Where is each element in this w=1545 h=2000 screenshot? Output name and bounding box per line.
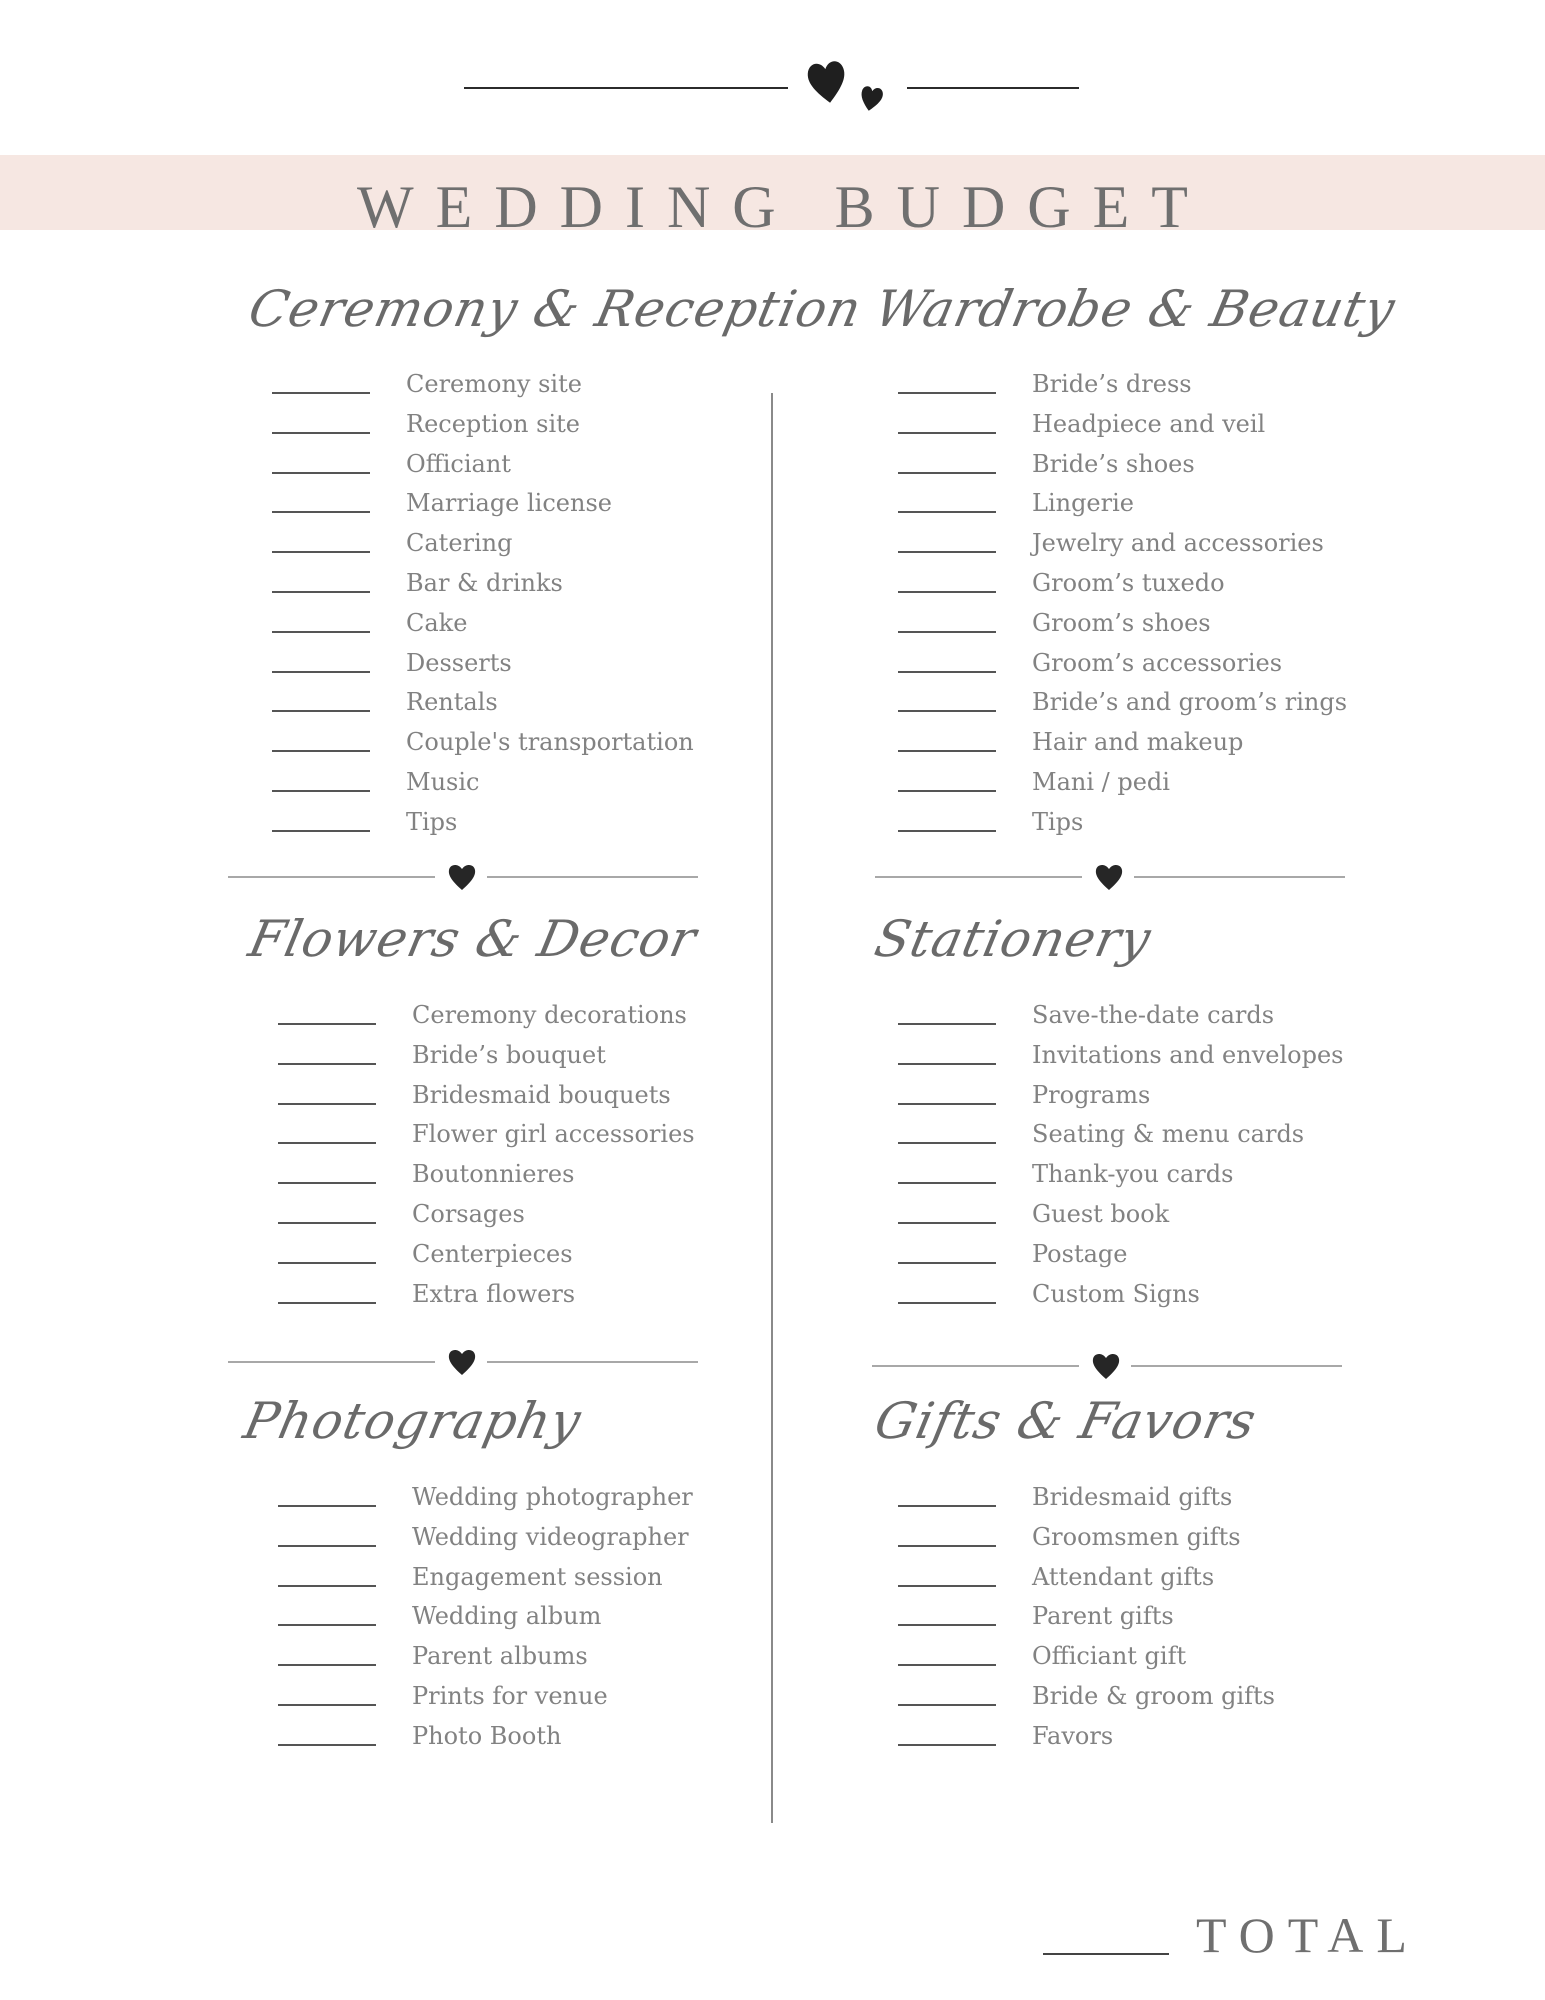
budget-line-item: [278, 1561, 838, 1601]
top-rule-left: [464, 87, 788, 89]
top-rule-right: [907, 87, 1079, 89]
budget-line-item: [278, 1521, 838, 1561]
item-label: Desserts: [406, 648, 512, 677]
amount-blank: [898, 1302, 996, 1304]
item-label: Ceremony decorations: [412, 1001, 687, 1029]
heart-icon: [1094, 862, 1124, 892]
item-label: Postage: [1032, 1239, 1128, 1268]
budget-line-item: [898, 686, 1458, 726]
item-label: Marriage license: [406, 489, 612, 518]
item-label: Officiant gift: [1032, 1642, 1187, 1671]
separator-line: [487, 1361, 698, 1363]
item-label: Lingerie: [1032, 489, 1134, 518]
budget-line-item: [898, 408, 1458, 448]
budget-line-item: [272, 487, 832, 527]
item-label: Save-the-date cards: [1032, 1001, 1275, 1029]
amount-blank: [278, 1585, 376, 1587]
budget-line-item: [898, 368, 1458, 408]
budget-line-item: [272, 567, 832, 607]
item-label: Bride’s and groom’s rings: [1032, 688, 1348, 717]
section-separator: [875, 862, 1345, 892]
item-label: Wedding videographer: [412, 1522, 689, 1551]
separator-line: [872, 1365, 1079, 1367]
amount-blank: [278, 1023, 376, 1025]
section-title: Ceremony & Reception: [243, 280, 867, 338]
budget-line-item: [278, 1481, 838, 1521]
budget-line-item: [898, 1079, 1458, 1119]
budget-line-item: [272, 766, 832, 806]
amount-blank: [898, 551, 996, 553]
amount-blank: [898, 472, 996, 474]
budget-line-item: [278, 1640, 838, 1680]
budget-line-item: [898, 1158, 1458, 1198]
item-label: Officiant: [406, 449, 511, 478]
budget-line-item: [278, 1079, 838, 1119]
section-photography: [238, 1392, 805, 1772]
item-label: Wedding album: [412, 1602, 602, 1631]
budget-line-item: [272, 647, 832, 687]
amount-blank: [898, 1222, 996, 1224]
amount-blank: [898, 1704, 996, 1706]
separator-line: [487, 876, 698, 878]
amount-blank: [898, 1262, 996, 1264]
budget-line-item: [898, 1238, 1458, 1278]
item-list: [898, 368, 1458, 846]
amount-blank: [898, 1545, 996, 1547]
amount-blank: [898, 830, 996, 832]
item-label: Seating & menu cards: [1032, 1120, 1305, 1149]
budget-line-item: [278, 1600, 838, 1640]
item-label: Groomsmen gifts: [1032, 1522, 1241, 1551]
budget-line-item: [272, 686, 832, 726]
amount-blank: [278, 1545, 376, 1547]
budget-line-item: [278, 1118, 838, 1158]
item-label: Parent gifts: [1032, 1602, 1174, 1631]
budget-line-item: [898, 1278, 1458, 1318]
item-list: [272, 368, 832, 846]
budget-line-item: [898, 1680, 1458, 1720]
amount-blank: [278, 1142, 376, 1144]
amount-blank: [278, 1505, 376, 1507]
budget-line-item: [898, 1118, 1458, 1158]
amount-blank: [898, 790, 996, 792]
item-label: Attendant gifts: [1032, 1562, 1215, 1591]
budget-line-item: [898, 999, 1458, 1039]
amount-blank: [272, 392, 370, 394]
separator-line: [228, 1361, 435, 1363]
item-label: Programs: [1032, 1080, 1151, 1109]
item-label: Wedding photographer: [412, 1483, 693, 1511]
amount-blank: [898, 710, 996, 712]
amount-blank: [278, 1262, 376, 1264]
item-label: Photo Booth: [412, 1721, 562, 1750]
item-label: Bridesmaid gifts: [1032, 1483, 1233, 1511]
item-label: Groom’s shoes: [1032, 608, 1211, 637]
section-title: Photography: [238, 1392, 587, 1450]
item-label: Parent albums: [412, 1642, 588, 1671]
item-label: Bridesmaid bouquets: [412, 1080, 671, 1109]
item-label: Groom’s accessories: [1032, 648, 1283, 677]
amount-blank: [272, 551, 370, 553]
budget-line-item: [898, 806, 1458, 846]
amount-blank: [278, 1664, 376, 1666]
section-wardrobe-beauty: [869, 280, 1436, 850]
item-label: Prints for venue: [412, 1681, 608, 1710]
amount-blank: [898, 511, 996, 513]
separator-line: [1134, 876, 1345, 878]
amount-blank: [898, 750, 996, 752]
total-amount-blank: [1043, 1953, 1169, 1955]
budget-line-item: [898, 1561, 1458, 1601]
amount-blank: [898, 1664, 996, 1666]
budget-line-item: [898, 647, 1458, 687]
amount-blank: [898, 671, 996, 673]
budget-line-item: [272, 408, 832, 448]
amount-blank: [898, 392, 996, 394]
amount-blank: [898, 631, 996, 633]
heart-icon: [447, 862, 477, 892]
item-label: Bride’s shoes: [1032, 449, 1195, 478]
total-label: TOTAL: [1196, 1907, 1420, 1963]
amount-blank: [278, 1302, 376, 1304]
amount-blank: [898, 1585, 996, 1587]
amount-blank: [898, 1063, 996, 1065]
amount-blank: [278, 1103, 376, 1105]
amount-blank: [278, 1063, 376, 1065]
page-title: WEDDING BUDGET: [357, 174, 1210, 240]
amount-blank: [278, 1624, 376, 1626]
item-label: Guest book: [1032, 1199, 1170, 1228]
section-gifts-favors: [869, 1392, 1436, 1772]
budget-line-item: [272, 607, 832, 647]
item-list: [278, 999, 838, 1317]
item-label: Music: [406, 767, 480, 796]
section-title: Flowers & Decor: [243, 910, 702, 968]
amount-blank: [898, 1023, 996, 1025]
section-separator: [872, 1351, 1342, 1381]
item-label: Bride’s bouquet: [412, 1040, 606, 1069]
item-label: Couple's transportation: [406, 728, 694, 757]
amount-blank: [898, 1103, 996, 1105]
section-separator: [228, 862, 698, 892]
item-label: Rentals: [406, 688, 498, 717]
item-label: Corsages: [412, 1199, 525, 1228]
item-label: Invitations and envelopes: [1032, 1040, 1344, 1069]
item-label: Hair and makeup: [1032, 728, 1244, 757]
double-heart-icon: [805, 55, 895, 115]
item-label: Tips: [406, 807, 458, 836]
amount-blank: [272, 790, 370, 792]
item-label: Extra flowers: [412, 1279, 576, 1308]
item-label: Ceremony site: [406, 370, 582, 398]
item-label: Cake: [406, 608, 468, 637]
budget-line-item: [898, 527, 1458, 567]
amount-blank: [278, 1744, 376, 1746]
budget-line-item: [278, 1039, 838, 1079]
amount-blank: [278, 1182, 376, 1184]
budget-line-item: [272, 806, 832, 846]
budget-line-item: [898, 1640, 1458, 1680]
section-ceremony-reception: [243, 280, 867, 850]
budget-line-item: [898, 567, 1458, 607]
item-label: Thank-you cards: [1032, 1160, 1234, 1189]
item-label: Tips: [1032, 807, 1084, 836]
amount-blank: [898, 1505, 996, 1507]
item-list: [898, 1481, 1458, 1760]
item-label: Jewelry and accessories: [1032, 529, 1324, 558]
amount-blank: [898, 1624, 996, 1626]
section-flowers-decor: [243, 910, 810, 1310]
amount-blank: [272, 591, 370, 593]
budget-line-item: [898, 766, 1458, 806]
amount-blank: [898, 591, 996, 593]
item-label: Custom Signs: [1032, 1279, 1200, 1308]
item-label: Engagement session: [412, 1562, 663, 1591]
amount-blank: [272, 432, 370, 434]
amount-blank: [278, 1222, 376, 1224]
budget-line-item: [278, 1238, 838, 1278]
budget-line-item: [278, 1158, 838, 1198]
amount-blank: [272, 830, 370, 832]
budget-line-item: [278, 1198, 838, 1238]
amount-blank: [278, 1704, 376, 1706]
item-label: Reception site: [406, 409, 580, 438]
section-title: Gifts & Favors: [869, 1392, 1262, 1450]
budget-line-item: [272, 368, 832, 408]
budget-line-item: [898, 1481, 1458, 1521]
separator-line: [228, 876, 435, 878]
item-label: Mani / pedi: [1032, 767, 1170, 796]
item-label: Headpiece and veil: [1032, 409, 1266, 438]
top-ornament: [0, 0, 1545, 130]
budget-line-item: [898, 448, 1458, 488]
budget-line-item: [898, 726, 1458, 766]
amount-blank: [272, 750, 370, 752]
separator-line: [1131, 1365, 1342, 1367]
separator-line: [875, 876, 1082, 878]
budget-line-item: [272, 448, 832, 488]
item-label: Catering: [406, 529, 513, 558]
amount-blank: [898, 1744, 996, 1746]
amount-blank: [272, 472, 370, 474]
budget-line-item: [898, 1720, 1458, 1760]
amount-blank: [898, 1182, 996, 1184]
item-label: Bride’s dress: [1032, 370, 1192, 398]
budget-line-item: [272, 527, 832, 567]
item-list: [278, 1481, 838, 1760]
section-title: Stationery: [869, 910, 1157, 968]
item-label: Flower girl accessories: [412, 1120, 695, 1149]
budget-line-item: [272, 726, 832, 766]
budget-line-item: [278, 1680, 838, 1720]
heart-icon: [1091, 1351, 1121, 1381]
item-label: Boutonnieres: [412, 1160, 575, 1189]
budget-line-item: [278, 1720, 838, 1760]
heart-icon: [447, 1347, 477, 1377]
budget-line-item: [898, 1521, 1458, 1561]
budget-line-item: [898, 1039, 1458, 1079]
budget-line-item: [278, 999, 838, 1039]
amount-blank: [272, 511, 370, 513]
budget-line-item: [898, 487, 1458, 527]
section-stationery: [869, 910, 1436, 1310]
amount-blank: [272, 631, 370, 633]
item-label: Bar & drinks: [406, 568, 563, 597]
section-separator: [228, 1347, 698, 1377]
amount-blank: [898, 1142, 996, 1144]
section-title: Wardrobe & Beauty: [869, 280, 1401, 338]
amount-blank: [898, 432, 996, 434]
item-label: Groom’s tuxedo: [1032, 568, 1225, 597]
item-label: Bride & groom gifts: [1032, 1681, 1275, 1710]
amount-blank: [272, 710, 370, 712]
budget-line-item: [278, 1278, 838, 1318]
item-label: Centerpieces: [412, 1239, 573, 1268]
budget-line-item: [898, 1198, 1458, 1238]
item-list: [898, 999, 1458, 1317]
budget-line-item: [898, 1600, 1458, 1640]
budget-line-item: [898, 607, 1458, 647]
item-label: Favors: [1032, 1721, 1114, 1750]
amount-blank: [272, 671, 370, 673]
